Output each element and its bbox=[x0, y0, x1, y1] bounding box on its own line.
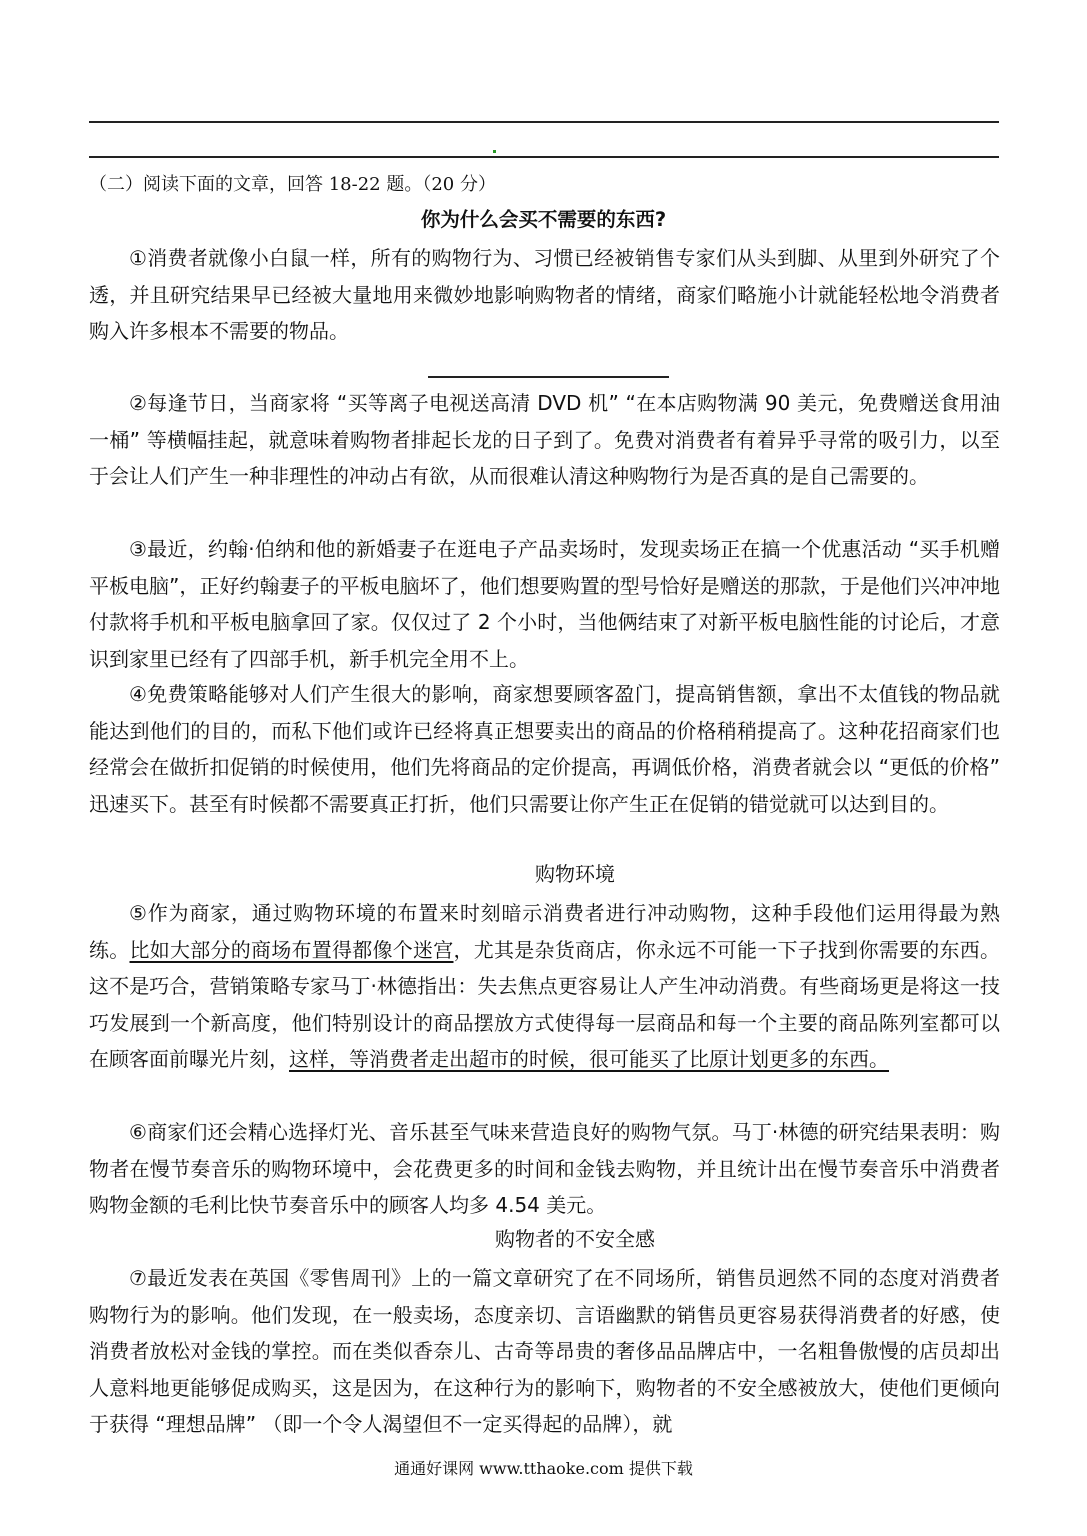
top-rule bbox=[89, 121, 999, 123]
footer-download-note: 通通好课网 www.tthaoke.com 提供下载 bbox=[394, 1459, 693, 1478]
underlined-sentence-maze: 比如大部分的商场布置得都像个迷宫 bbox=[129, 937, 454, 962]
green-mark bbox=[493, 150, 496, 153]
paragraph-6: ⑥商家们还会精心选择灯光、音乐甚至气味来营造良好的购物气氛。马丁·林德的研究结果表明：购物者在慢节奏音乐的购物环境中，会花费更多的时间和金钱去购物，并且统计出在慢节奏音乐中消费者购物金额的毛利比快节奏音乐中的顾客人均多 4.54 美元。 bbox=[89, 1120, 1000, 1217]
paragraph-2: ②每逢节日，当商家将 “买等离子电视送高清 DVD 机” “在本店购物满 90 美元，免费赠送食用油一桶” 等横幅挂起，就意味着购物者排起长龙的日子到了。免费对消费者有着异乎寻常的吸引力，以至于会让人们产生一种非理性的冲动占有欲，从而很难认清这种购物行为是否真的是自己需要的。 bbox=[89, 391, 1000, 488]
paragraph-3: ③最近，约翰·伯纳和他的新婚妻子在逛电子产品卖场时，发现卖场正在搞一个优惠活动 “买手机赠平板电脑”，正好约翰妻子的平板电脑坏了，他们想要购置的型号恰好是赠送的那款，于是他们兴冲冲地付款将手机和平板电脑拿回了家。仅仅过了 2 个小时，当他俩结束了对新平板电脑性能的讨论后，才意识到家里已经有了四部手机，新手机完全用不上。 bbox=[89, 537, 1000, 671]
blank-answer-line bbox=[428, 376, 669, 378]
subheading-insecurity: 购物者的不安全感 bbox=[495, 1227, 655, 1251]
subheading-shopping-environment: 购物环境 bbox=[535, 862, 615, 886]
paragraph-5 bbox=[89, 895, 1000, 1078]
section-intro: （二）阅读下面的文章，回答 18-22 题。（20 分） bbox=[89, 174, 496, 195]
paragraph-5-part-a: ⑤作为商家，通过购物环境的布置来时刻暗示消费者进行冲动购物，这种手段他们运用得最为熟练。 bbox=[89, 901, 1000, 962]
paragraph-1: ①消费者就像小白鼠一样，所有的购物行为、习惯已经被销售专家们从头到脚、从里到外研究了个透，并且研究结果早已经被大量地用来微妙地影响购物者的情绪，商家们略施小计就能轻松地令消费者购入许多根本不需要的物品。 bbox=[89, 246, 1000, 343]
paragraph-5-part-c: ，尤其是杂货商店，你永远不可能一下子找到你需要的东西。这不是巧合，营销策略专家马丁·林德指出：失去焦点更容易让人产生冲动消费。有些商场更是将这一技巧发展到一个新高度，他们特别设计的商品摆放方式使得每一层商品和每一个主要的商品陈列室都可以在顾客面前曝光片刻， bbox=[89, 937, 1000, 1071]
paragraph-4: ④免费策略能够对人们产生很大的影响，商家想要顾客盈门，提高销售额，拿出不太值钱的物品就能达到他们的目的，而私下他们或许已经将真正想要卖出的商品的价格稍稍提高了。这种花招商家们也经常会在做折扣促销的时候使用，他们先将商品的定价提高，再调低价格，消费者就会以 “更低的价格” 迅速买下。甚至有时候都不需要真正打折，他们只需要让你产生正在促销的错觉就可以达到目的。 bbox=[89, 682, 1000, 816]
second-rule bbox=[89, 156, 999, 158]
article-title: 你为什么会买不需要的东西? bbox=[420, 208, 667, 231]
underlined-sentence-buy-more: 这样，等消费者走出超市的时候，很可能买了比原计划更多的东西。 bbox=[289, 1047, 889, 1071]
paragraph-7: ⑦最近发表在英国《零售周刊》上的一篇文章研究了在不同场所，销售员迥然不同的态度对消费者购物行为的影响。他们发现，在一般卖场，态度亲切、言语幽默的销售员更容易获得消费者的好感，使消费者放松对金钱的掌控。而在类似香奈儿、古奇等昂贵的奢侈品品牌店中，一名粗鲁傲慢的店员却出人意料地更能够促成购买，这是因为，在这种行为的影响下，购物者的不安全感被放大，使他们更倾向于获得 “理想品牌” （即一个令人渴望但不一定买得起的品牌），就 bbox=[89, 1266, 1000, 1436]
